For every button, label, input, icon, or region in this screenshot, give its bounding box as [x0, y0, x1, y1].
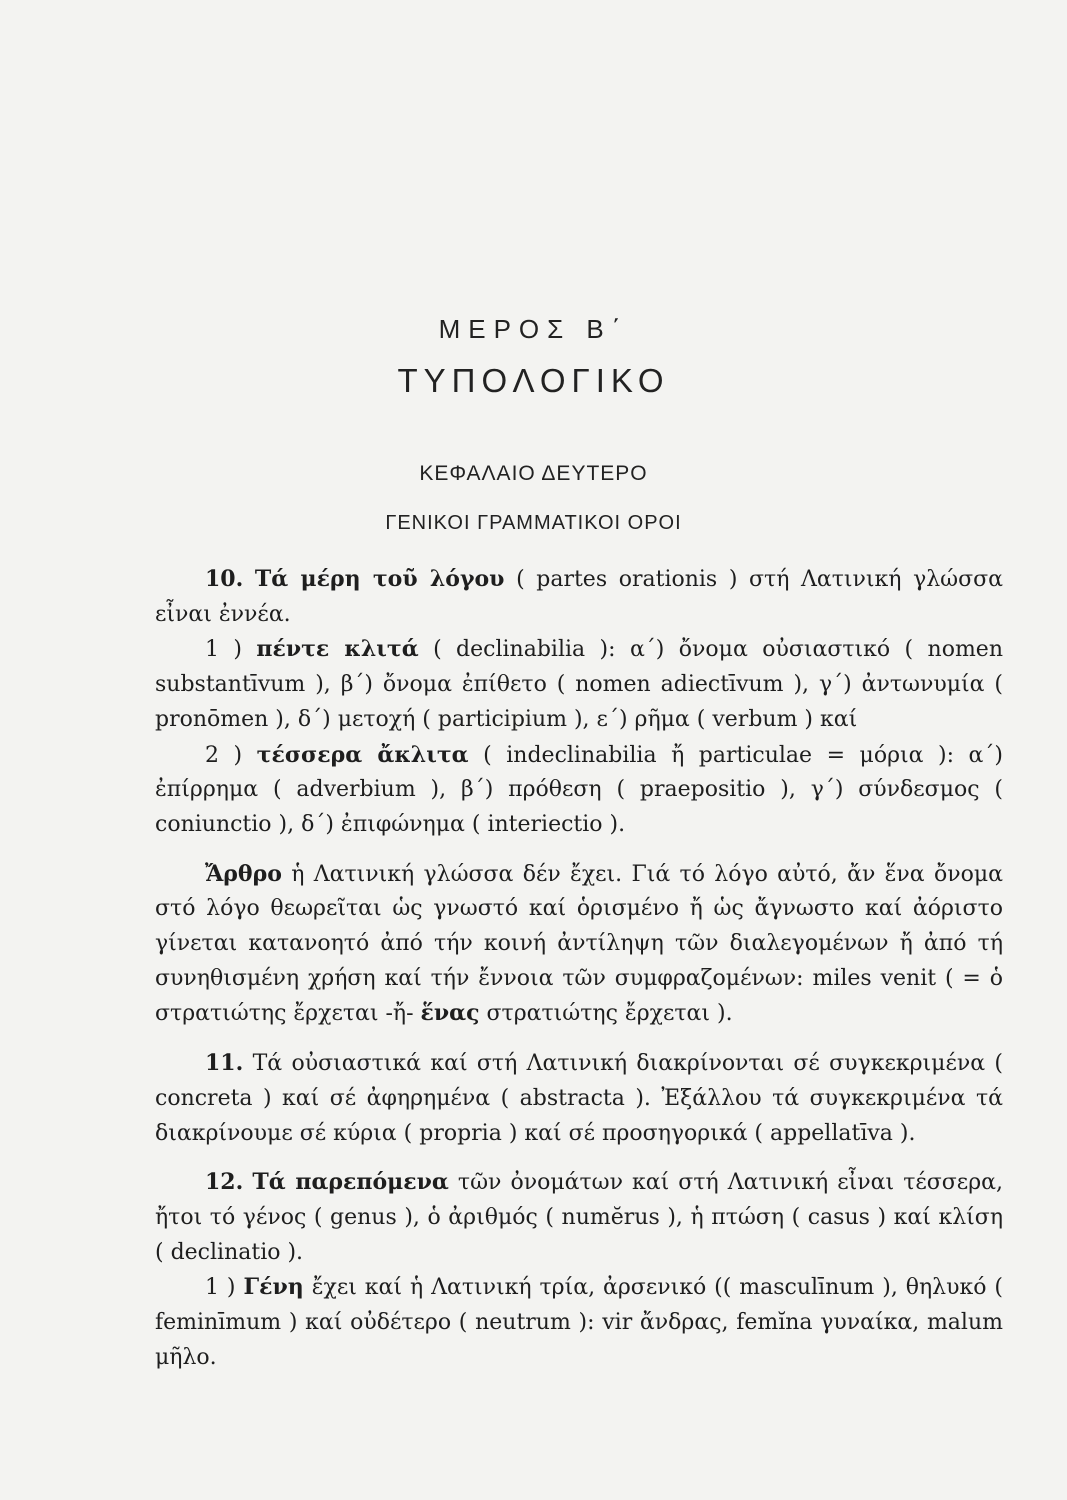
term-bold: Τά μέρη τοῦ λόγου — [254, 566, 505, 592]
term-bold: τέσσερα ἄκλιτα — [256, 741, 469, 768]
section-number: 12. — [205, 1169, 244, 1196]
term-bold: Τά παρεπόμενα — [252, 1169, 449, 1196]
paragraph-text: ( declinabilia ): α΄) ὄνομα οὐσιαστικό ( nomen substantīvum ), β΄) ὄνομα ἐπίθετο ( nomen adiectīvum ), γ΄) ἀντωνυμία ( pronōmen ), δ΄) μετοχή ( participium ), ε΄) ρῆμα ( verbum ) καί — [155, 637, 1003, 732]
paragraph-text: ἔχει καί ἡ Λατινική τρία, ἀρσενικό (( masculīnum ), θηλυκό ( feminīmum ) καί οὐδέτερο ( neutrum ): vir ἄνδρας, femĭna γυναίκα, malum μῆλο. — [155, 1275, 1004, 1370]
section-title: ΤΥΠΟΛΟΓΙΚΟ — [397, 362, 670, 399]
term-bold: Ἄρθρο — [205, 860, 282, 887]
paragraph-text: ( partes orationis ) στή Λατινική γλώσσα εἶναι ἐννέα. — [155, 567, 1004, 627]
term-bold: πέντε κλιτά — [256, 636, 419, 663]
paragraph-declinable — [155, 632, 1003, 737]
term-bold: ἕνας — [420, 1000, 480, 1027]
paragraph-10 — [155, 562, 1003, 632]
list-number: 1 ) — [205, 1275, 236, 1301]
paragraph-text: ( indeclinabilia ἤ particulae = μόρια ): α΄) ἐπίρρημα ( adverbium ), β΄) πρόθεση ( praepositio ), γ΄) σύνδεσμος ( coniunctio ), δ΄) ἐπιφώνημα ( interiectio ). — [155, 742, 1003, 837]
paragraph-article — [155, 857, 1003, 1033]
body-text — [155, 562, 1003, 1375]
chapter-title: ΚΕΦΑΛΑΙΟ ΔΕΥΤΕΡΟ — [419, 462, 648, 485]
show-through — [150, 150, 1030, 246]
paragraph-text: τῶν ὀνομάτων καί στή Λατινική εἶναι τέσσερα, ἤτοι τό γένος ( genus ), ὁ ἀριθμός ( numĕrus ), ἡ πτώση ( casus ) καί κλίση ( declinatio ). — [155, 1170, 1003, 1265]
paragraph-indeclinable — [155, 738, 1003, 843]
list-number: 2 ) — [205, 742, 243, 768]
section-number: 11. — [205, 1050, 244, 1077]
section-number: 10. — [205, 566, 244, 592]
paragraph-12 — [155, 1165, 1003, 1270]
paragraph-text: Τά οὐσιαστικά καί στή Λατινική διακρίνονται σέ συγκεκριμένα ( concreta ) καί σέ ἀφηρημένα ( abstracta ). Ἐξάλλου τά συγκεκριμένα τά διακρίνουμε σέ κύρια ( propria ) καί σέ προσηγορικά ( appellatīva ). — [155, 1051, 1003, 1146]
list-number: 1 ) — [205, 637, 242, 663]
part-title: ΜΕΡΟΣ Β΄ — [438, 314, 629, 344]
paragraph-genders — [155, 1270, 1003, 1375]
paragraph-text: στρατιώτης ἔρχεται ). — [479, 1001, 733, 1027]
subsection-title: ΓΕΝΙΚΟΙ ΓΡΑΜΜΑΤΙΚΟΙ ΟΡΟΙ — [385, 512, 682, 534]
paragraph-text: ἡ Λατινική γλώσσα δέν ἔχει. Γιά τό λόγο αὐτό, ἄν ἕνα ὄνομα στό λόγο θεωρεῖται ὡς γνωστό καί ὁρισμένο ἤ ὡς ἄγνωστο καί ἀόριστο γίνεται κατανοητό ἀπό τήν κοινή ἀντίληψη τῶν διαλεγομένων ἤ ἀπό τή συνηθισμένη χρήση καί τήν ἔννοια τῶν συμφραζομένων: miles venit ( = ὁ στρατιώτης ἔρχεται -ἤ- — [155, 861, 1003, 1027]
paragraph-11 — [155, 1046, 1003, 1151]
term-bold: Γένη — [243, 1274, 304, 1301]
